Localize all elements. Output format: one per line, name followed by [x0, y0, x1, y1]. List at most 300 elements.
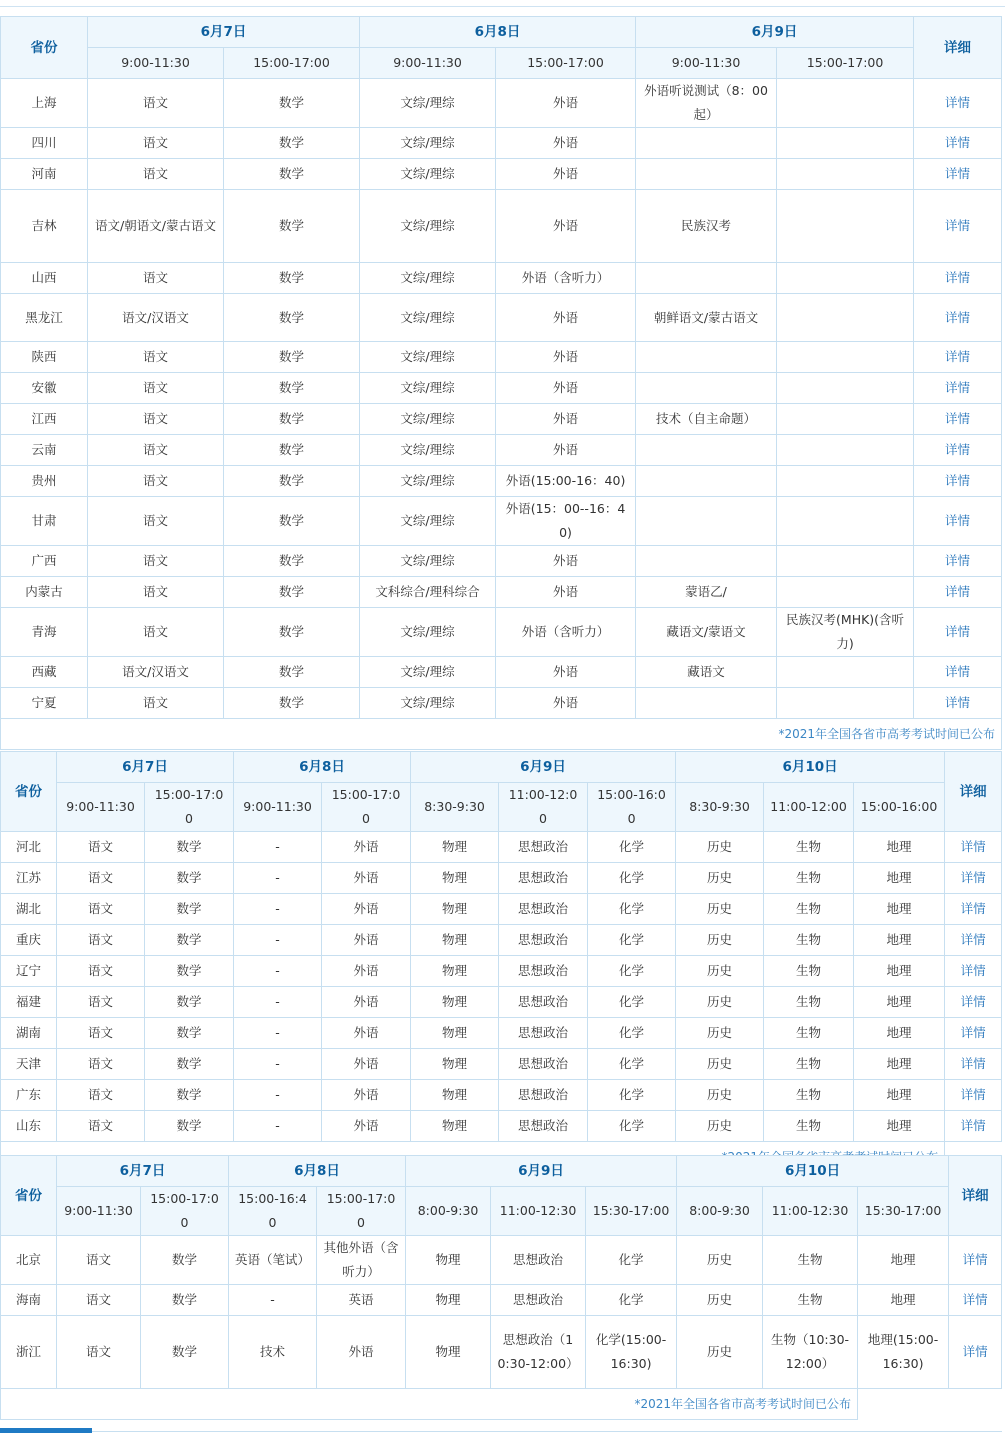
- exam-subject: 语文/朝语文/蒙古语文: [88, 190, 224, 263]
- note-row: [1, 1389, 1002, 1420]
- exam-subject: 语文: [57, 956, 145, 987]
- province-header: 省份: [1, 752, 57, 832]
- exam-subject: -: [234, 894, 322, 925]
- table-row: [1, 1236, 1002, 1285]
- table-row: [1, 987, 1002, 1018]
- exam-subject: 历史: [676, 956, 764, 987]
- exam-subject: 数学: [224, 546, 360, 577]
- header-row-days: [1, 17, 1002, 48]
- detail-link-cell: [945, 1018, 1002, 1049]
- exam-subject: 外语: [322, 987, 411, 1018]
- exam-subject: [777, 79, 914, 128]
- exam-subject: 物理: [411, 1111, 499, 1142]
- time-slot-header: 15:00-16:00: [854, 783, 945, 832]
- exam-subject: 外语: [322, 1018, 411, 1049]
- exam-subject: 语文: [57, 1018, 145, 1049]
- detail-link[interactable]: 详情: [945, 695, 971, 710]
- exam-subject: 历史: [676, 1018, 764, 1049]
- province-name: 北京: [1, 1236, 57, 1285]
- table-row: [1, 466, 1002, 497]
- time-slot-header: 9:00-11:30: [636, 48, 777, 79]
- exam-subject: 思想政治: [499, 832, 588, 863]
- exam-subject: 历史: [676, 832, 764, 863]
- exam-subject: 英语: [317, 1285, 406, 1316]
- time-slot-header: 11:00-12:00: [499, 783, 588, 832]
- detail-link-cell: [914, 190, 1002, 263]
- table-row: [1, 373, 1002, 404]
- table-row: [1, 863, 1002, 894]
- exam-subject: 生物: [764, 863, 854, 894]
- exam-subject: [636, 159, 777, 190]
- exam-subject: 数学: [224, 294, 360, 342]
- exam-subject: 其他外语（含听力）: [317, 1236, 406, 1285]
- exam-subject: -: [234, 925, 322, 956]
- detail-link[interactable]: 详情: [945, 135, 971, 150]
- note-row: [1, 719, 1002, 750]
- exam-subject: 生物: [764, 1049, 854, 1080]
- detail-link[interactable]: 详情: [945, 95, 971, 110]
- exam-subject: 外语听说测试（8：00起）: [636, 79, 777, 128]
- exam-subject: 文综/理综: [360, 190, 496, 263]
- exam-subject: 语文: [88, 688, 224, 719]
- exam-subject: 语文: [57, 832, 145, 863]
- table-row: [1, 435, 1002, 466]
- day-header: 6月8日: [234, 752, 411, 783]
- exam-subject: 文综/理综: [360, 657, 496, 688]
- exam-subject: 文综/理综: [360, 688, 496, 719]
- exam-subject: 外语: [496, 404, 636, 435]
- exam-subject: 语文: [88, 342, 224, 373]
- exam-subject: 数学: [145, 1018, 234, 1049]
- exam-subject: 历史: [676, 1080, 764, 1111]
- exam-subject: 地理: [854, 1018, 945, 1049]
- exam-subject: 藏语文/蒙语文: [636, 608, 777, 657]
- exam-subject: 数学: [224, 263, 360, 294]
- exam-subject: 数学: [141, 1316, 229, 1389]
- exam-subject: 数学: [145, 987, 234, 1018]
- exam-subject: 英语（笔试）: [229, 1236, 317, 1285]
- exam-subject: 地理(15:00-16:30): [858, 1316, 949, 1389]
- province-name: 吉林: [1, 190, 88, 263]
- exam-subject: 物理: [406, 1285, 491, 1316]
- detail-link[interactable]: 详情: [960, 870, 986, 885]
- publish-note: *2021年全国各省市高考考试时间已公布: [1, 1389, 858, 1420]
- exam-subject: [777, 657, 914, 688]
- detail-link[interactable]: 详情: [945, 624, 971, 639]
- exam-subject: 物理: [411, 1018, 499, 1049]
- day-header: 6月10日: [677, 1156, 949, 1187]
- detail-link[interactable]: 详情: [960, 839, 986, 854]
- detail-link-cell: [945, 894, 1002, 925]
- exam-subject: 文综/理综: [360, 466, 496, 497]
- exam-subject: 数学: [224, 159, 360, 190]
- detail-link[interactable]: 详情: [960, 963, 986, 978]
- table-row: [1, 546, 1002, 577]
- detail-link[interactable]: 详情: [960, 1087, 986, 1102]
- detail-link[interactable]: 详情: [945, 664, 971, 679]
- detail-link[interactable]: 详情: [945, 473, 971, 488]
- table-row: [1, 1018, 1002, 1049]
- exam-subject: 物理: [406, 1236, 491, 1285]
- exam-subject: 语文: [88, 608, 224, 657]
- province-name: 山东: [1, 1111, 57, 1142]
- detail-link-cell: [945, 863, 1002, 894]
- exam-subject: 思想政治: [499, 1111, 588, 1142]
- exam-subject: 文综/理综: [360, 404, 496, 435]
- exam-subject: 历史: [676, 1049, 764, 1080]
- exam-subject: 地理: [854, 894, 945, 925]
- detail-link-cell: [945, 987, 1002, 1018]
- detail-link[interactable]: 详情: [945, 442, 971, 457]
- exam-subject: 外语: [496, 373, 636, 404]
- exam-subject: 语文: [88, 128, 224, 159]
- province-name: 福建: [1, 987, 57, 1018]
- detail-link[interactable]: 详情: [960, 1025, 986, 1040]
- exam-subject: 思想政治: [499, 1049, 588, 1080]
- table-row: [1, 294, 1002, 342]
- exam-subject: 语文: [57, 925, 145, 956]
- exam-subject: 数学: [224, 342, 360, 373]
- exam-subject: 数学: [224, 404, 360, 435]
- table-row: [1, 263, 1002, 294]
- exam-subject: 化学: [588, 832, 676, 863]
- exam-subject: 生物: [764, 894, 854, 925]
- province-name: 上海: [1, 79, 88, 128]
- exam-subject: 生物: [764, 956, 854, 987]
- exam-subject: 外语: [322, 832, 411, 863]
- exam-subject: 民族汉考(MHK)(含听力): [777, 608, 914, 657]
- exam-subject: 思想政治: [499, 925, 588, 956]
- exam-subject: 化学: [588, 1080, 676, 1111]
- detail-link[interactable]: 详情: [960, 1118, 986, 1133]
- exam-subject: 藏语文: [636, 657, 777, 688]
- exam-subject: 外语: [496, 294, 636, 342]
- exam-subject: [777, 404, 914, 435]
- time-slot-header: 15:00-16:00: [588, 783, 676, 832]
- exam-subject: 生物: [764, 832, 854, 863]
- province-name: 内蒙古: [1, 577, 88, 608]
- detail-header: 详细: [949, 1156, 1002, 1236]
- province-name: 江西: [1, 404, 88, 435]
- exam-subject: 语文: [57, 1080, 145, 1111]
- exam-subject: 地理: [854, 832, 945, 863]
- exam-subject: 语文: [57, 1111, 145, 1142]
- exam-subject: 外语(15：00--16：40): [496, 497, 636, 546]
- detail-link-cell: [945, 925, 1002, 956]
- time-slot-header: 8:00-9:30: [406, 1187, 491, 1236]
- table-row: [1, 832, 1002, 863]
- detail-link-cell: [914, 657, 1002, 688]
- exam-subject: -: [234, 863, 322, 894]
- detail-link[interactable]: 详情: [960, 932, 986, 947]
- publish-note: *2021年全国各省市高考考试时间已公布: [1, 719, 1002, 750]
- exam-subject: 思想政治: [499, 956, 588, 987]
- detail-link-cell: [949, 1236, 1002, 1285]
- exam-subject: 化学: [586, 1236, 677, 1285]
- exam-subject: 语文: [57, 1316, 141, 1389]
- exam-subject: 外语: [322, 863, 411, 894]
- exam-subject: [636, 688, 777, 719]
- table-row: [1, 1080, 1002, 1111]
- exam-subject: [777, 159, 914, 190]
- header-row-times: [1, 48, 1002, 79]
- time-slot-header: 9:00-11:30: [57, 1187, 141, 1236]
- exam-subject: 数学: [145, 1111, 234, 1142]
- exam-subject: 文综/理综: [360, 497, 496, 546]
- exam-subject: 语文: [57, 863, 145, 894]
- detail-link[interactable]: 详情: [945, 309, 971, 325]
- detail-link[interactable]: 详情: [960, 1056, 986, 1071]
- table-row: [1, 657, 1002, 688]
- header-row-days: [1, 1156, 1002, 1187]
- exam-subject: [636, 373, 777, 404]
- province-name: 云南: [1, 435, 88, 466]
- exam-subject: 数学: [224, 466, 360, 497]
- exam-subject: 语文: [88, 466, 224, 497]
- day-header: 6月9日: [411, 752, 676, 783]
- exam-subject: 化学: [588, 863, 676, 894]
- table-row: [1, 404, 1002, 435]
- province-name: 湖北: [1, 894, 57, 925]
- detail-link-cell: [945, 1049, 1002, 1080]
- exam-subject: 蒙语乙/: [636, 577, 777, 608]
- exam-subject: 语文: [88, 79, 224, 128]
- exam-subject: 外语: [322, 894, 411, 925]
- detail-link[interactable]: 详情: [960, 901, 986, 916]
- exam-subject: 语文: [88, 373, 224, 404]
- note-spacer: [858, 1389, 1002, 1420]
- table-row: [1, 190, 1002, 263]
- table-row: [1, 956, 1002, 987]
- detail-link-cell: [914, 263, 1002, 294]
- time-slot-header: 9:00-11:30: [234, 783, 322, 832]
- exam-subject: 数学: [224, 608, 360, 657]
- detail-link-cell: [914, 373, 1002, 404]
- detail-link[interactable]: 详情: [945, 270, 971, 285]
- exam-subject: [777, 688, 914, 719]
- exam-subject: [636, 435, 777, 466]
- exam-subject: 语文: [57, 1285, 141, 1316]
- table-row: [1, 925, 1002, 956]
- time-slot-header: 8:00-9:30: [677, 1187, 763, 1236]
- exam-subject: 生物: [763, 1236, 858, 1285]
- exam-subject: 生物: [764, 987, 854, 1018]
- header-row-times: [1, 783, 1002, 832]
- exam-subject: 数学: [224, 128, 360, 159]
- exam-subject: 历史: [677, 1285, 763, 1316]
- exam-subject: 思想政治: [499, 894, 588, 925]
- detail-link-cell: [914, 577, 1002, 608]
- detail-link[interactable]: 详情: [945, 166, 971, 181]
- province-name: 山西: [1, 263, 88, 294]
- header-row-times: [1, 1187, 1002, 1236]
- exam-subject: 思想政治（10:30-12:00）: [491, 1316, 586, 1389]
- detail-link[interactable]: 详情: [945, 218, 971, 233]
- exam-subject: 化学: [588, 894, 676, 925]
- detail-link-cell: [949, 1285, 1002, 1316]
- exam-subject: 文综/理综: [360, 435, 496, 466]
- detail-link-cell: [945, 1080, 1002, 1111]
- detail-link[interactable]: 详情: [960, 994, 986, 1009]
- exam-subject: [777, 342, 914, 373]
- time-slot-header: 11:00-12:30: [491, 1187, 586, 1236]
- exam-subject: 文综/理综: [360, 79, 496, 128]
- exam-subject: 物理: [411, 925, 499, 956]
- exam-subject: 生物: [763, 1285, 858, 1316]
- detail-link-cell: [945, 832, 1002, 863]
- exam-subject: 外语: [317, 1316, 406, 1389]
- exam-subject: 语文: [88, 404, 224, 435]
- exam-subject: 外语: [496, 577, 636, 608]
- detail-link-cell: [949, 1316, 1002, 1389]
- exam-subject: 外语（含听力）: [496, 608, 636, 657]
- exam-subject: 思想政治: [491, 1236, 586, 1285]
- exam-subject: -: [234, 1080, 322, 1111]
- detail-header: 详细: [914, 17, 1002, 79]
- exam-subject: 外语: [496, 128, 636, 159]
- exam-subject: 技术（自主命题）: [636, 404, 777, 435]
- table-row: [1, 342, 1002, 373]
- time-slot-header: 15:00-17:00: [224, 48, 360, 79]
- province-name: 浙江: [1, 1316, 57, 1389]
- exam-subject: 数学: [145, 863, 234, 894]
- exam-subject: 地理: [858, 1285, 949, 1316]
- day-header: 6月7日: [57, 1156, 229, 1187]
- province-name: 河南: [1, 159, 88, 190]
- province-name: 天津: [1, 1049, 57, 1080]
- exam-subject: 物理: [411, 1080, 499, 1111]
- schedule-table-new-gaokao-b: [0, 1155, 1002, 1420]
- exam-subject: -: [234, 1049, 322, 1080]
- bottom-divider: [92, 1431, 1002, 1432]
- exam-subject: 数学: [224, 577, 360, 608]
- exam-subject: 文综/理综: [360, 342, 496, 373]
- exam-subject: [636, 546, 777, 577]
- exam-subject: 化学: [588, 925, 676, 956]
- exam-subject: [777, 546, 914, 577]
- detail-link[interactable]: 详情: [945, 584, 971, 599]
- exam-subject: 语文: [88, 577, 224, 608]
- exam-subject: 数学: [145, 956, 234, 987]
- top-divider: [0, 0, 1005, 7]
- exam-subject: 数学: [224, 688, 360, 719]
- time-slot-header: 15:00-17:00: [145, 783, 234, 832]
- province-name: 重庆: [1, 925, 57, 956]
- province-name: 湖南: [1, 1018, 57, 1049]
- time-slot-header: 15:00-16:40: [229, 1187, 317, 1236]
- detail-link-cell: [914, 435, 1002, 466]
- detail-link[interactable]: 详情: [962, 1292, 988, 1307]
- exam-subject: 历史: [676, 1111, 764, 1142]
- detail-link-cell: [945, 956, 1002, 987]
- detail-link[interactable]: 详情: [945, 349, 971, 364]
- exam-subject: 历史: [676, 894, 764, 925]
- detail-link[interactable]: 详情: [945, 553, 971, 568]
- time-slot-header: 8:30-9:30: [676, 783, 764, 832]
- exam-subject: 思想政治: [491, 1285, 586, 1316]
- exam-subject: 地理: [854, 987, 945, 1018]
- exam-subject: [777, 373, 914, 404]
- province-name: 海南: [1, 1285, 57, 1316]
- province-name: 陕西: [1, 342, 88, 373]
- table-row: [1, 128, 1002, 159]
- exam-subject: 地理: [854, 863, 945, 894]
- detail-link[interactable]: 详情: [945, 513, 971, 528]
- time-slot-header: 9:00-11:30: [360, 48, 496, 79]
- province-name: 江苏: [1, 863, 57, 894]
- exam-subject: 外语: [496, 435, 636, 466]
- detail-link[interactable]: 详情: [962, 1344, 988, 1359]
- exam-subject: 外语: [322, 1049, 411, 1080]
- time-slot-header: 9:00-11:30: [57, 783, 145, 832]
- detail-link-cell: [914, 159, 1002, 190]
- exam-subject: 数学: [141, 1285, 229, 1316]
- exam-subject: 物理: [411, 987, 499, 1018]
- province-name: 辽宁: [1, 956, 57, 987]
- exam-subject: 数学: [224, 190, 360, 263]
- time-slot-header: 11:00-12:00: [764, 783, 854, 832]
- exam-subject: [777, 435, 914, 466]
- exam-subject: 数学: [145, 832, 234, 863]
- exam-subject: 语文: [57, 987, 145, 1018]
- exam-subject: 化学: [588, 1111, 676, 1142]
- exam-subject: 语文: [57, 1236, 141, 1285]
- exam-subject: [777, 263, 914, 294]
- exam-subject: [777, 294, 914, 342]
- time-slot-header: 15:00-17:00: [777, 48, 914, 79]
- exam-subject: 语文: [88, 435, 224, 466]
- day-header: 6月9日: [406, 1156, 677, 1187]
- exam-subject: 外语: [496, 159, 636, 190]
- exam-subject: 语文/汉语文: [88, 294, 224, 342]
- exam-subject: 外语（含听力）: [496, 263, 636, 294]
- exam-subject: 民族汉考: [636, 190, 777, 263]
- exam-subject: 生物: [764, 1111, 854, 1142]
- exam-subject: 地理: [854, 1049, 945, 1080]
- province-name: 西藏: [1, 657, 88, 688]
- table-row: [1, 497, 1002, 546]
- detail-link[interactable]: 详情: [945, 411, 971, 426]
- exam-subject: 思想政治: [499, 987, 588, 1018]
- t3-body: [1, 1156, 1002, 1420]
- detail-link-cell: [914, 688, 1002, 719]
- exam-subject: 语文: [88, 546, 224, 577]
- exam-subject: 文综/理综: [360, 373, 496, 404]
- exam-subject: 外语(15:00-16：40): [496, 466, 636, 497]
- detail-link[interactable]: 详情: [945, 380, 971, 395]
- exam-subject: 地理: [854, 925, 945, 956]
- exam-subject: 语文: [57, 894, 145, 925]
- exam-subject: 语文/汉语文: [88, 657, 224, 688]
- table-row: [1, 1049, 1002, 1080]
- exam-subject: 化学(15:00-16:30): [586, 1316, 677, 1389]
- exam-subject: 外语: [322, 1080, 411, 1111]
- exam-subject: 物理: [411, 863, 499, 894]
- time-slot-header: 15:00-17:00: [496, 48, 636, 79]
- exam-subject: 物理: [406, 1316, 491, 1389]
- exam-subject: 地理: [854, 956, 945, 987]
- province-name: 四川: [1, 128, 88, 159]
- detail-link[interactable]: 详情: [962, 1252, 988, 1267]
- exam-subject: [777, 497, 914, 546]
- exam-subject: 数学: [224, 373, 360, 404]
- exam-subject: [777, 577, 914, 608]
- detail-link-cell: [914, 79, 1002, 128]
- province-name: 广西: [1, 546, 88, 577]
- exam-subject: -: [234, 987, 322, 1018]
- exam-subject: 外语: [496, 546, 636, 577]
- exam-subject: -: [234, 1018, 322, 1049]
